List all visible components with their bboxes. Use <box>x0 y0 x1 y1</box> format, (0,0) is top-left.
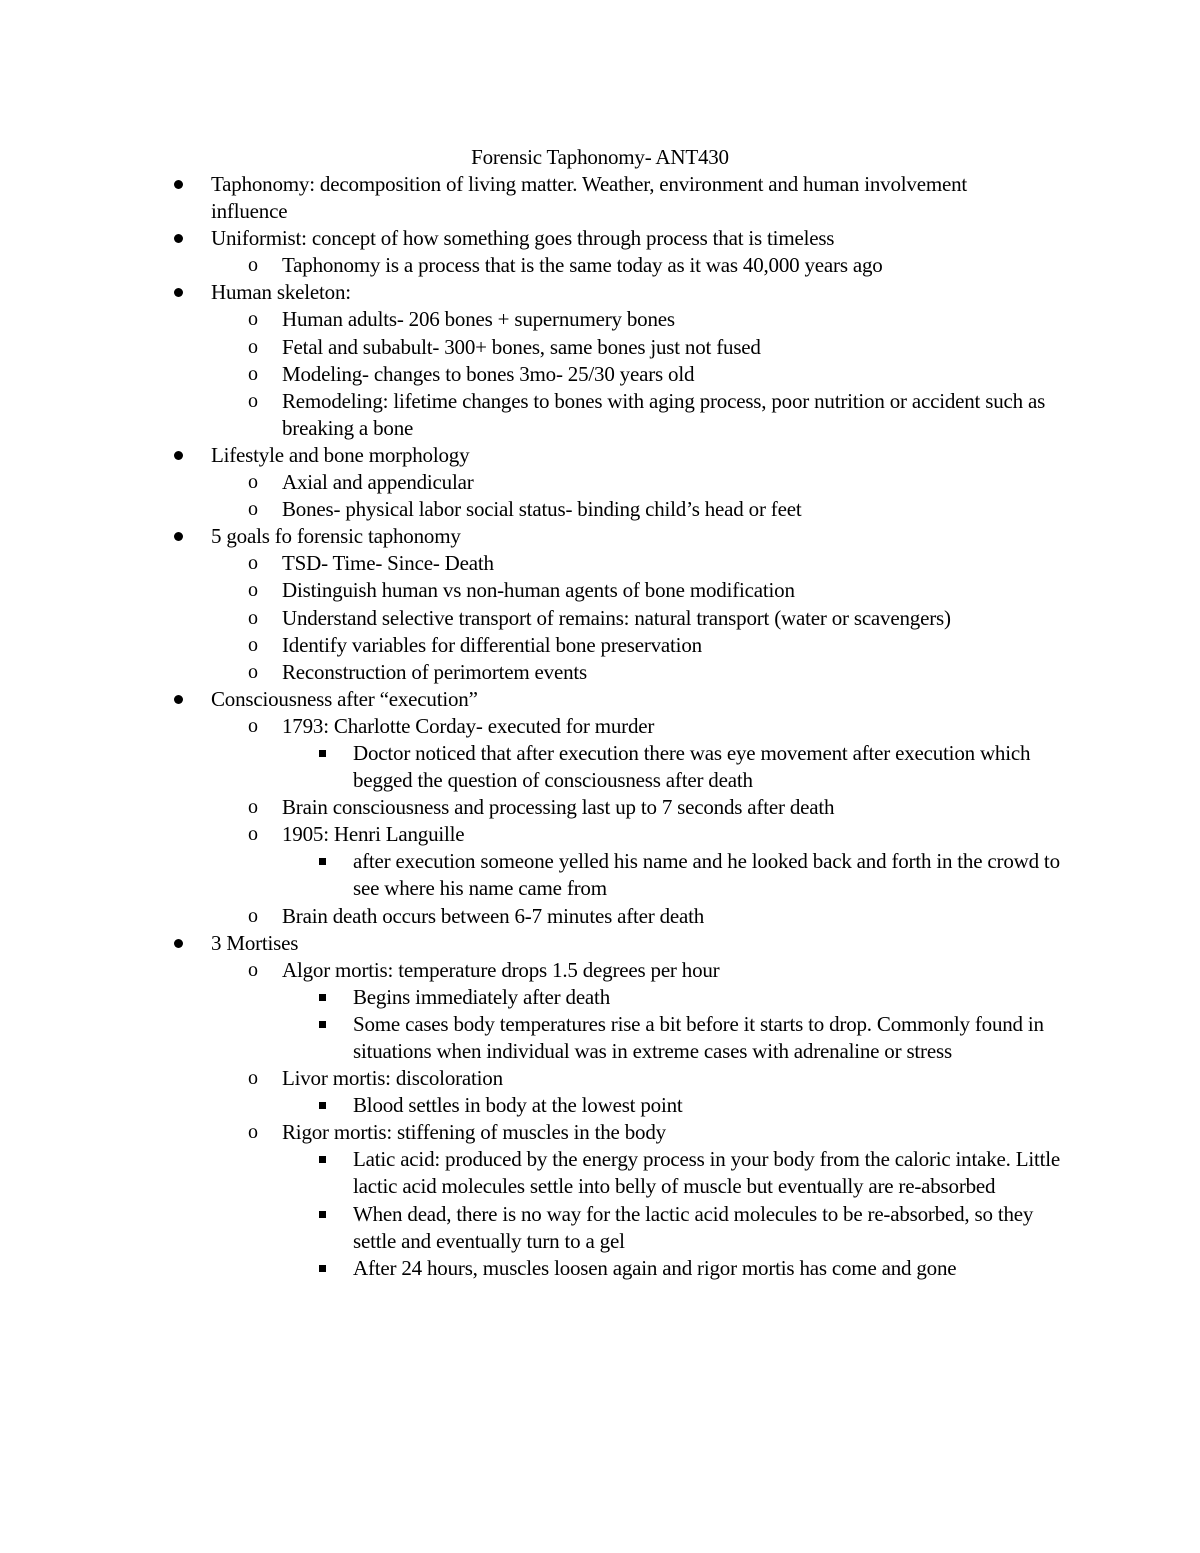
list-item: o Bones- physical labor social status- binding child’s head or feet <box>248 497 802 522</box>
list-item: o Brain death occurs between 6-7 minutes after death <box>248 903 705 928</box>
list-item-text: 3 Mortises <box>211 930 299 955</box>
list-item-text: Understand selective transport of remains: natural transport (water or scavengers) <box>282 605 951 630</box>
list-item-text: Lifestyle and bone morphology <box>211 442 470 467</box>
list-item: o Remodeling: lifetime changes to bones with aging process, poor nutrition or accident such as breaking a bone <box>248 388 1046 440</box>
list-item-text: Uniformist: concept of how something goes through process that is timeless <box>211 226 835 251</box>
list-item-text: TSD- Time- Since- Death <box>282 551 494 576</box>
list-item <box>0 848 1063 902</box>
list-item <box>0 171 981 225</box>
list-item <box>0 523 981 550</box>
list-item-text: Brain death occurs between 6-7 minutes after death <box>282 903 705 928</box>
list-item-text: Algor mortis: temperature drops 1.5 degrees per hour <box>282 957 720 982</box>
list-item: o 1793: Charlotte Corday- executed for murder <box>248 713 655 738</box>
list-item-text: Distinguish human vs non-human agents of bone modification <box>282 578 795 603</box>
list-item <box>0 930 981 957</box>
list-item: o Modeling- changes to bones 3mo- 25/30 years old <box>248 361 695 386</box>
list-item <box>0 740 1063 794</box>
list-item: o Fetal and subabult- 300+ bones, same bones just not fused <box>248 334 761 359</box>
list-item-text: Livor mortis: discoloration <box>282 1066 503 1091</box>
list-item <box>0 1146 1063 1200</box>
list-item-text: Latic acid: produced by the energy process in your body from the caloric intake. Little lactic acid molecules settle into belly of muscle but eventually are re-absorbed <box>353 1147 1061 1199</box>
list-item: o Axial and appendicular <box>248 470 474 495</box>
list-item-text: Taphonomy: decomposition of living matter. Weather, environment and human involvement influence <box>211 172 968 224</box>
list-item: o Algor mortis: temperature drops 1.5 degrees per hour <box>248 957 720 982</box>
list-item-text: after execution someone yelled his name and he looked back and forth in the crowd to see where his name came from <box>353 849 1060 901</box>
list-item: o Understand selective transport of remains: natural transport (water or scavengers) <box>248 605 951 630</box>
list-item: o Reconstruction of perimortem events <box>248 659 587 684</box>
list-item-text: Identify variables for differential bone preservation <box>282 632 702 657</box>
list-item <box>0 984 1063 1011</box>
list-item-text: 5 goals fo forensic taphonomy <box>211 524 461 549</box>
list-item-text: Bones- physical labor social status- binding child’s head or feet <box>282 497 802 522</box>
list-item: o Human adults- 206 bones + supernumery bones <box>248 307 675 332</box>
list-item: o Identify variables for differential bone preservation <box>248 632 702 657</box>
list-item-text: Blood settles in body at the lowest point <box>353 1093 683 1118</box>
list-item <box>0 1092 1063 1119</box>
list-item <box>0 1011 1063 1065</box>
list-item <box>0 442 981 469</box>
list-item-text: Human skeleton: <box>211 280 351 305</box>
list-item-text: 1793: Charlotte Corday- executed for murder <box>282 713 655 738</box>
list-item <box>0 225 981 252</box>
list-item-text: Remodeling: lifetime changes to bones with aging process, poor nutrition or accident such as breaking a bone <box>282 388 1046 440</box>
list-item <box>0 279 981 306</box>
list-item: o Livor mortis: discoloration <box>248 1066 503 1091</box>
list-item: o Taphonomy is a process that is the same today as it was 40,000 years ago <box>248 253 883 278</box>
list-item <box>0 686 981 713</box>
list-item-text: Axial and appendicular <box>282 470 474 495</box>
list-item-text: Taphonomy is a process that is the same today as it was 40,000 years ago <box>282 253 883 278</box>
list-item-text: Human adults- 206 bones + supernumery bones <box>282 307 675 332</box>
list-item-text: Doctor noticed that after execution there was eye movement after execution which begged the question of consciousness after death <box>353 740 1031 793</box>
list-item <box>0 1255 1063 1282</box>
list-item: o 1905: Henri Languille <box>248 822 465 847</box>
list-item-text: Brain consciousness and processing last up to 7 seconds after death <box>282 795 835 820</box>
page-title: Forensic Taphonomy- ANT430 <box>471 145 729 169</box>
list-item: o TSD- Time- Since- Death <box>248 551 494 576</box>
list-item-text: 1905: Henri Languille <box>282 822 465 847</box>
list-item: o Rigor mortis: stiffening of muscles in the body <box>248 1120 666 1145</box>
list-item-text: Begins immediately after death <box>353 984 610 1009</box>
list-item-text: Fetal and subabult- 300+ bones, same bones just not fused <box>282 334 761 359</box>
list-item-text: Reconstruction of perimortem events <box>282 659 587 684</box>
list-item-text: Consciousness after “execution” <box>211 686 478 711</box>
list-item-text: After 24 hours, muscles loosen again and rigor mortis has come and gone <box>353 1255 957 1280</box>
list-item <box>0 1201 1063 1255</box>
notes-list <box>0 171 1200 1282</box>
list-item-text: Modeling- changes to bones 3mo- 25/30 years old <box>282 361 695 386</box>
list-item: o Distinguish human vs non-human agents of bone modification <box>248 578 795 603</box>
list-item: o Brain consciousness and processing last up to 7 seconds after death <box>248 795 835 820</box>
list-item-text: When dead, there is no way for the lactic acid molecules to be re-absorbed, so they settle and eventually turn to a gel <box>353 1201 1034 1253</box>
list-item-text: Rigor mortis: stiffening of muscles in the body <box>282 1120 666 1145</box>
list-item-text: Some cases body temperatures rise a bit before it starts to drop. Commonly found in situations when individual was in extreme cases with adrenaline or stress <box>353 1011 1044 1063</box>
